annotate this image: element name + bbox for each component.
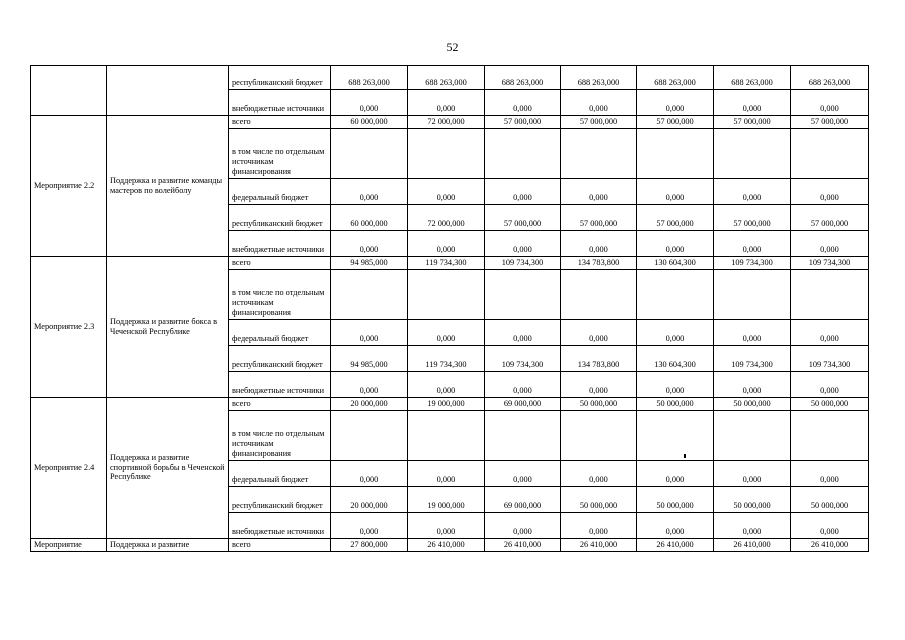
value-cell: 688 263,000: [331, 66, 408, 90]
value-cell: [637, 129, 714, 179]
value-cell: 0,000: [637, 513, 714, 539]
value-cell: 69 000,000: [485, 398, 561, 411]
value-cell: 109 734,300: [485, 257, 561, 270]
value-cell: 119 734,300: [408, 257, 485, 270]
funding-source-cell: внебюджетные источники: [229, 372, 331, 398]
value-cell: 0,000: [408, 320, 485, 346]
event-name-cell: Поддержка и развитие: [107, 539, 229, 552]
funding-source-cell: внебюджетные источники: [229, 231, 331, 257]
value-cell: 26 410,000: [408, 539, 485, 552]
table-body: [31, 66, 869, 552]
value-cell: 0,000: [408, 90, 485, 116]
value-cell: 119 734,300: [408, 346, 485, 372]
value-cell: 688 263,000: [791, 66, 869, 90]
value-cell: 60 000,000: [331, 205, 408, 231]
funding-source-cell: федеральный бюджет: [229, 461, 331, 487]
value-cell: 57 000,000: [791, 205, 869, 231]
value-cell: 50 000,000: [561, 398, 637, 411]
stray-mark: [684, 454, 686, 458]
value-cell: 0,000: [331, 231, 408, 257]
funding-source-cell: республиканский бюджет: [229, 487, 331, 513]
table-row: [31, 257, 869, 270]
value-cell: [714, 270, 791, 320]
value-cell: 0,000: [561, 231, 637, 257]
value-cell: [714, 411, 791, 461]
event-name-cell: Поддержка и развитие бокса в Чеченской Республике: [107, 257, 229, 398]
event-name-cell: Поддержка и развитие команды мастеров по волейболу: [107, 116, 229, 257]
value-cell: 20 000,000: [331, 487, 408, 513]
value-cell: 0,000: [561, 320, 637, 346]
value-cell: 0,000: [485, 231, 561, 257]
value-cell: 57 000,000: [561, 116, 637, 129]
value-cell: 0,000: [714, 461, 791, 487]
value-cell: 0,000: [485, 320, 561, 346]
funding-source-cell: всего: [229, 398, 331, 411]
value-cell: 0,000: [714, 90, 791, 116]
value-cell: 0,000: [561, 461, 637, 487]
funding-source-cell: в том числе по отдельным источникам финансирования: [229, 411, 331, 461]
value-cell: 0,000: [637, 461, 714, 487]
value-cell: 688 263,000: [408, 66, 485, 90]
value-cell: [408, 411, 485, 461]
table-row: [31, 398, 869, 411]
value-cell: 0,000: [637, 231, 714, 257]
value-cell: 0,000: [331, 372, 408, 398]
value-cell: 688 263,000: [637, 66, 714, 90]
funding-source-cell: республиканский бюджет: [229, 205, 331, 231]
value-cell: 50 000,000: [714, 487, 791, 513]
value-cell: [561, 270, 637, 320]
value-cell: 0,000: [791, 179, 869, 205]
event-cell: Мероприятие: [31, 539, 107, 552]
value-cell: [561, 411, 637, 461]
value-cell: 0,000: [485, 513, 561, 539]
value-cell: [485, 129, 561, 179]
value-cell: 109 734,300: [714, 257, 791, 270]
value-cell: 0,000: [637, 90, 714, 116]
value-cell: 57 000,000: [637, 116, 714, 129]
funding-source-cell: федеральный бюджет: [229, 320, 331, 346]
value-cell: 57 000,000: [637, 205, 714, 231]
value-cell: 94 985,000: [331, 257, 408, 270]
event-cell: [31, 66, 107, 116]
value-cell: 50 000,000: [791, 398, 869, 411]
value-cell: [331, 411, 408, 461]
value-cell: 27 800,000: [331, 539, 408, 552]
value-cell: 0,000: [561, 90, 637, 116]
value-cell: 134 783,800: [561, 346, 637, 372]
value-cell: 0,000: [561, 179, 637, 205]
value-cell: [408, 129, 485, 179]
funding-source-cell: республиканский бюджет: [229, 66, 331, 90]
value-cell: 0,000: [714, 231, 791, 257]
value-cell: 109 734,300: [791, 346, 869, 372]
value-cell: 19 000,000: [408, 487, 485, 513]
value-cell: 0,000: [714, 320, 791, 346]
value-cell: 94 985,000: [331, 346, 408, 372]
value-cell: 0,000: [408, 231, 485, 257]
value-cell: 688 263,000: [561, 66, 637, 90]
value-cell: 0,000: [485, 179, 561, 205]
value-cell: 26 410,000: [637, 539, 714, 552]
event-name-cell: [107, 66, 229, 116]
value-cell: 57 000,000: [561, 205, 637, 231]
value-cell: 0,000: [791, 372, 869, 398]
value-cell: 60 000,000: [331, 116, 408, 129]
value-cell: 0,000: [791, 461, 869, 487]
value-cell: 0,000: [408, 179, 485, 205]
value-cell: 0,000: [485, 90, 561, 116]
value-cell: [791, 129, 869, 179]
value-cell: 109 734,300: [485, 346, 561, 372]
value-cell: 688 263,000: [485, 66, 561, 90]
value-cell: 0,000: [714, 513, 791, 539]
value-cell: [485, 411, 561, 461]
value-cell: 0,000: [714, 179, 791, 205]
value-cell: 0,000: [561, 372, 637, 398]
funding-source-cell: федеральный бюджет: [229, 179, 331, 205]
value-cell: 57 000,000: [791, 116, 869, 129]
value-cell: 688 263,000: [714, 66, 791, 90]
value-cell: 57 000,000: [485, 116, 561, 129]
value-cell: 50 000,000: [714, 398, 791, 411]
value-cell: 50 000,000: [637, 398, 714, 411]
value-cell: [637, 411, 714, 461]
value-cell: 0,000: [637, 179, 714, 205]
page-number: 52: [446, 40, 459, 54]
value-cell: 0,000: [331, 513, 408, 539]
value-cell: 134 783,800: [561, 257, 637, 270]
value-cell: 109 734,300: [791, 257, 869, 270]
value-cell: 0,000: [637, 320, 714, 346]
value-cell: 0,000: [791, 513, 869, 539]
value-cell: 26 410,000: [561, 539, 637, 552]
event-cell: Мероприятие 2.4: [31, 398, 107, 539]
funding-source-cell: в том числе по отдельным источникам финансирования: [229, 129, 331, 179]
value-cell: 130 604,300: [637, 257, 714, 270]
event-cell: Мероприятие 2.2: [31, 116, 107, 257]
value-cell: [714, 129, 791, 179]
value-cell: 109 734,300: [714, 346, 791, 372]
value-cell: 0,000: [485, 461, 561, 487]
value-cell: [791, 411, 869, 461]
value-cell: [637, 270, 714, 320]
funding-source-cell: внебюджетные источники: [229, 513, 331, 539]
value-cell: 26 410,000: [714, 539, 791, 552]
value-cell: [331, 129, 408, 179]
funding-source-cell: внебюджетные источники: [229, 90, 331, 116]
value-cell: 0,000: [791, 231, 869, 257]
value-cell: 0,000: [485, 372, 561, 398]
funding-source-cell: всего: [229, 116, 331, 129]
value-cell: 19 000,000: [408, 398, 485, 411]
value-cell: 0,000: [331, 90, 408, 116]
event-name-cell: Поддержка и развитие спортивной борьбы в Чеченской Республике: [107, 398, 229, 539]
table-row: [31, 66, 869, 90]
value-cell: 50 000,000: [637, 487, 714, 513]
value-cell: 57 000,000: [714, 116, 791, 129]
value-cell: 26 410,000: [791, 539, 869, 552]
value-cell: 0,000: [331, 461, 408, 487]
value-cell: 0,000: [331, 179, 408, 205]
funding-source-cell: всего: [229, 257, 331, 270]
value-cell: 57 000,000: [714, 205, 791, 231]
value-cell: [561, 129, 637, 179]
value-cell: 57 000,000: [485, 205, 561, 231]
funding-source-cell: республиканский бюджет: [229, 346, 331, 372]
funding-table: [30, 65, 869, 552]
value-cell: 0,000: [791, 90, 869, 116]
value-cell: 0,000: [637, 372, 714, 398]
value-cell: 0,000: [561, 513, 637, 539]
value-cell: 0,000: [714, 372, 791, 398]
funding-source-cell: всего: [229, 539, 331, 552]
value-cell: [331, 270, 408, 320]
table-row: [31, 539, 869, 552]
value-cell: 0,000: [331, 320, 408, 346]
table-row: [31, 116, 869, 129]
value-cell: [485, 270, 561, 320]
value-cell: 69 000,000: [485, 487, 561, 513]
value-cell: 72 000,000: [408, 205, 485, 231]
funding-source-cell: в том числе по отдельным источникам финансирования: [229, 270, 331, 320]
value-cell: 0,000: [791, 320, 869, 346]
value-cell: 72 000,000: [408, 116, 485, 129]
value-cell: 20 000,000: [331, 398, 408, 411]
value-cell: 50 000,000: [561, 487, 637, 513]
value-cell: 26 410,000: [485, 539, 561, 552]
value-cell: 0,000: [408, 513, 485, 539]
value-cell: [408, 270, 485, 320]
value-cell: 0,000: [408, 461, 485, 487]
value-cell: 0,000: [408, 372, 485, 398]
event-cell: Мероприятие 2.3: [31, 257, 107, 398]
value-cell: 130 604,300: [637, 346, 714, 372]
value-cell: 50 000,000: [791, 487, 869, 513]
value-cell: [791, 270, 869, 320]
